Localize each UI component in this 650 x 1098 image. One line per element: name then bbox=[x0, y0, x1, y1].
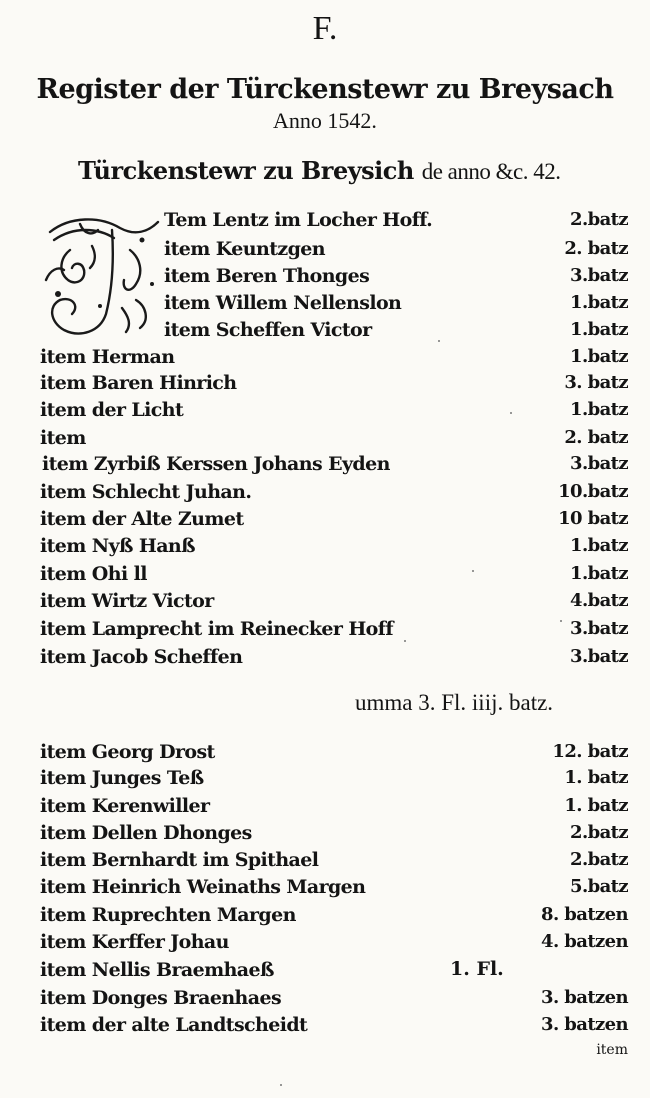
entry-name: item Junges Teß bbox=[40, 767, 204, 789]
entry-name: item Donges Braenhaes bbox=[40, 987, 282, 1009]
entry-amount: 3.batz bbox=[570, 453, 628, 474]
summa-total: umma 3. Fl. iiij. batz. bbox=[355, 690, 554, 715]
section-heading-main: Türckenstewr zu Breysich bbox=[78, 156, 414, 185]
section-heading bbox=[78, 156, 560, 185]
catchword: item bbox=[596, 1042, 628, 1058]
entry-name: item Ruprechten Margen bbox=[40, 904, 296, 926]
entry-name: item Nellis Braemhaeß bbox=[40, 959, 274, 981]
entry-name: item Kerffer Johau bbox=[40, 931, 229, 953]
entry-name: item Wirtz Victor bbox=[40, 590, 214, 612]
entry-name: item Herman bbox=[40, 346, 175, 368]
print-speck bbox=[438, 340, 440, 342]
entry-amount: 4. batzen bbox=[541, 931, 628, 952]
entry-name: item Ohi ll bbox=[40, 563, 147, 585]
entry-name: item der alte Landtscheidt bbox=[40, 1014, 308, 1036]
entry-name: item Georg Drost bbox=[40, 741, 215, 763]
entry-name: item Keuntzgen bbox=[164, 238, 325, 260]
entry-amount: 3.batz bbox=[570, 618, 628, 639]
decorated-initial-icon bbox=[40, 210, 162, 340]
entry-amount: 2.batz bbox=[570, 822, 628, 843]
entry-amount: 1. batz bbox=[564, 795, 628, 816]
entry-name: item bbox=[40, 427, 86, 449]
entry-amount: 4.batz bbox=[570, 590, 628, 611]
register-year: Anno 1542. bbox=[273, 108, 377, 133]
entry-amount: 3.batz bbox=[570, 265, 628, 286]
entry-amount: 1. batz bbox=[564, 767, 628, 788]
entry-name: item der Licht bbox=[40, 399, 184, 421]
signature-mark: F. bbox=[312, 10, 338, 47]
entry-amount-gulden: 1. Fl. bbox=[450, 958, 504, 980]
entry-amount: 5.batz bbox=[570, 876, 628, 897]
entry-amount: 8. batzen bbox=[541, 904, 628, 925]
print-speck bbox=[280, 1084, 282, 1086]
entry-amount: 3. batzen bbox=[541, 987, 628, 1008]
print-speck bbox=[510, 412, 512, 414]
entry-amount: 1.batz bbox=[570, 319, 628, 340]
entry-name: Tem Lentz im Locher Hoff. bbox=[164, 209, 433, 231]
print-speck bbox=[404, 640, 406, 642]
entry-amount: 1.batz bbox=[570, 535, 628, 556]
entry-amount: 1.batz bbox=[570, 346, 628, 367]
entry-amount: 10 batz bbox=[558, 508, 628, 529]
register-title: Register der Türckenstewr zu Breysach bbox=[36, 74, 614, 105]
entry-name: item Lamprecht im Reinecker Hoff bbox=[40, 618, 393, 640]
entry-name: item Dellen Dhonges bbox=[40, 822, 252, 844]
entry-name: item Willem Nellenslon bbox=[164, 292, 402, 314]
entry-name: item Baren Hinrich bbox=[40, 372, 237, 394]
entry-amount: 2.batz bbox=[570, 849, 628, 870]
entry-name: item Heinrich Weinaths Margen bbox=[40, 876, 366, 898]
entry-amount: 3. batzen bbox=[541, 1014, 628, 1035]
entry-name: item der Alte Zumet bbox=[40, 508, 244, 530]
entry-name: item Bernhardt im Spithael bbox=[40, 849, 319, 871]
entry-amount: 3. batz bbox=[564, 372, 628, 393]
entry-name: item Nyß Hanß bbox=[40, 535, 195, 557]
entry-name: item Beren Thonges bbox=[164, 265, 370, 287]
print-speck bbox=[472, 570, 474, 572]
entry-amount: 10.batz bbox=[558, 481, 628, 502]
entry-name: item Schlecht Juhan. bbox=[40, 481, 252, 503]
section-heading-rest: de anno &c. 42. bbox=[421, 159, 561, 184]
entry-amount: 2.batz bbox=[570, 209, 628, 230]
entry-name: item Kerenwiller bbox=[40, 795, 210, 817]
entry-amount: 3.batz bbox=[570, 646, 628, 667]
entry-name: item Jacob Scheffen bbox=[40, 646, 243, 668]
entry-amount: 1.batz bbox=[570, 399, 628, 420]
print-speck bbox=[560, 620, 562, 622]
entry-amount: 1.batz bbox=[570, 563, 628, 584]
entry-amount: 2. batz bbox=[564, 427, 628, 448]
entry-amount: 1.batz bbox=[570, 292, 628, 313]
entry-amount: 2. batz bbox=[564, 238, 628, 259]
entry-name: item Zyrbiß Kerssen Johans Eyden bbox=[42, 453, 390, 475]
entry-name: item Scheffen Victor bbox=[164, 319, 372, 341]
entry-amount: 12. batz bbox=[552, 741, 628, 762]
